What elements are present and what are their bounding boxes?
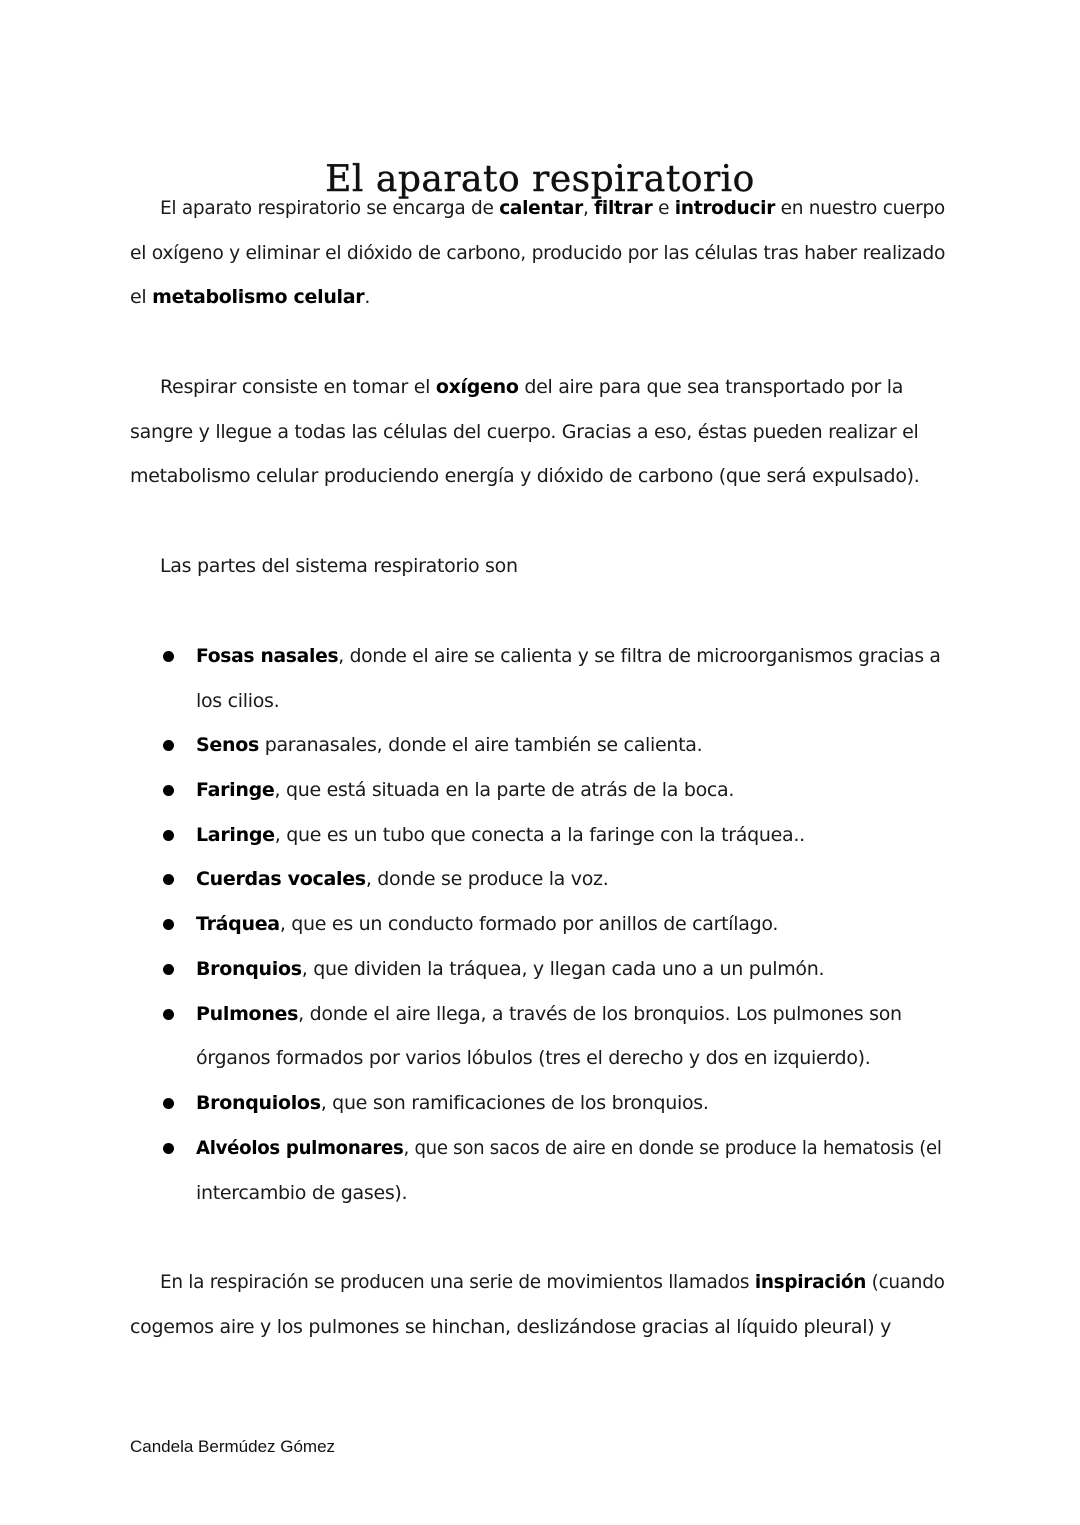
list-item-text: [196, 1088, 709, 1118]
list-item-description: , que está situada en la parte de atrás de la boca.: [274, 779, 735, 801]
list-item-term: Bronquios: [196, 958, 302, 980]
list-item-term: Pulmones: [196, 1003, 299, 1025]
list-item-continuation: intercambio de gases).: [196, 1182, 408, 1204]
bullet-icon: [163, 1098, 174, 1109]
list-item-text: [196, 820, 805, 850]
paragraph-3-line-2: cogemos aire y los pulmones se hinchan, deslizándose gracias al líquido pleural) y: [130, 1316, 892, 1338]
list-item-term: Fosas nasales: [196, 645, 339, 667]
list-item-description: , que dividen la tráquea, y llegan cada uno a un pulmón.: [301, 958, 825, 980]
list-item-description: paranasales, donde el aire también se calienta.: [258, 734, 703, 756]
bold-term-oxigeno: oxígeno: [435, 376, 519, 398]
list-item-continuation: los cilios.: [196, 690, 280, 712]
bullet-icon: [163, 874, 174, 885]
paragraph-2-line-2: sangre y llegue a todas las células del cuerpo. Gracias a eso, éstas pueden realizar el: [130, 421, 919, 443]
list-item-description: , que son sacos de aire en donde se produce la hematosis (el: [403, 1137, 942, 1159]
bullet-icon: [163, 785, 174, 796]
list-item-description: , que son ramificaciones de los bronquios.: [320, 1092, 709, 1114]
bullet-icon: [163, 830, 174, 841]
list-item-term: Bronquiolos: [196, 1092, 321, 1114]
bold-term-introducir: introducir: [674, 197, 776, 219]
list-item-description: , donde el aire llega, a través de los bronquios. Los pulmones son: [298, 1003, 902, 1025]
bold-term-filtrar: filtrar: [594, 197, 653, 219]
paragraph-1-line-3: [130, 282, 370, 312]
list-item-term: Laringe: [196, 824, 275, 846]
bold-term-calentar: calentar: [499, 197, 583, 219]
paragraph-2-line-3: metabolismo celular produciendo energía y dióxido de carbono (que será expulsado).: [130, 465, 920, 487]
text: ,: [582, 197, 595, 219]
list-item-description: , donde el aire se calienta y se filtra de microorganismos gracias a: [338, 645, 941, 667]
footer-author: Candela Bermúdez Gómez: [130, 1437, 336, 1456]
list-item-term: Tráquea: [196, 913, 280, 935]
list-item-term: Cuerdas vocales: [196, 868, 366, 890]
list-item-term: Faringe: [196, 779, 275, 801]
list-item-term: Senos: [196, 734, 259, 756]
list-item-text: [196, 954, 824, 984]
list-item-text: [196, 999, 902, 1029]
paragraph-1-line-1: [160, 193, 945, 223]
bullet-icon: [163, 1009, 174, 1020]
list-item-description: , donde se produce la voz.: [365, 868, 609, 890]
list-item-text: [196, 775, 734, 805]
list-item-text: [196, 1133, 942, 1163]
text: (cuando: [866, 1271, 945, 1293]
bullet-icon: [163, 740, 174, 751]
bold-term-inspiracion: inspiración: [754, 1271, 867, 1293]
bullet-icon: [163, 1143, 174, 1154]
list-item-description: , que es un conducto formado por anillos de cartílago.: [279, 913, 779, 935]
text: e: [652, 197, 675, 219]
text: El aparato respiratorio se encarga de: [160, 197, 500, 219]
list-item-text: [196, 864, 608, 894]
bullet-icon: [163, 964, 174, 975]
bullet-icon: [163, 919, 174, 930]
text: En la respiración se producen una serie de movimientos llamados: [160, 1271, 755, 1293]
bullet-icon: [163, 651, 174, 662]
list-item-text: [196, 641, 941, 671]
bold-term-metabolismo-celular: metabolismo celular: [152, 286, 365, 308]
list-item-term: Alvéolos pulmonares: [196, 1137, 404, 1159]
list-item-text: [196, 730, 702, 760]
paragraph-2-line-1: [160, 372, 903, 402]
text: el: [130, 286, 153, 308]
list-item-continuation: órganos formados por varios lóbulos (tres el derecho y dos en izquierdo).: [196, 1047, 871, 1069]
text: Respirar consiste en tomar el: [160, 376, 436, 398]
text: en nuestro cuerpo: [775, 197, 945, 219]
paragraph-3-line-1: [160, 1267, 945, 1297]
page-title: El aparato respiratorio: [325, 159, 755, 201]
list-item-text: [196, 909, 778, 939]
paragraph-1-line-2: el oxígeno y eliminar el dióxido de carbono, producido por las células tras haber realizado: [130, 242, 946, 264]
text: del aire para que sea transportado por la: [518, 376, 904, 398]
text: .: [364, 286, 371, 308]
list-item-description: , que es un tubo que conecta a la faringe con la tráquea..: [274, 824, 805, 846]
parts-intro: Las partes del sistema respiratorio son: [160, 555, 518, 577]
